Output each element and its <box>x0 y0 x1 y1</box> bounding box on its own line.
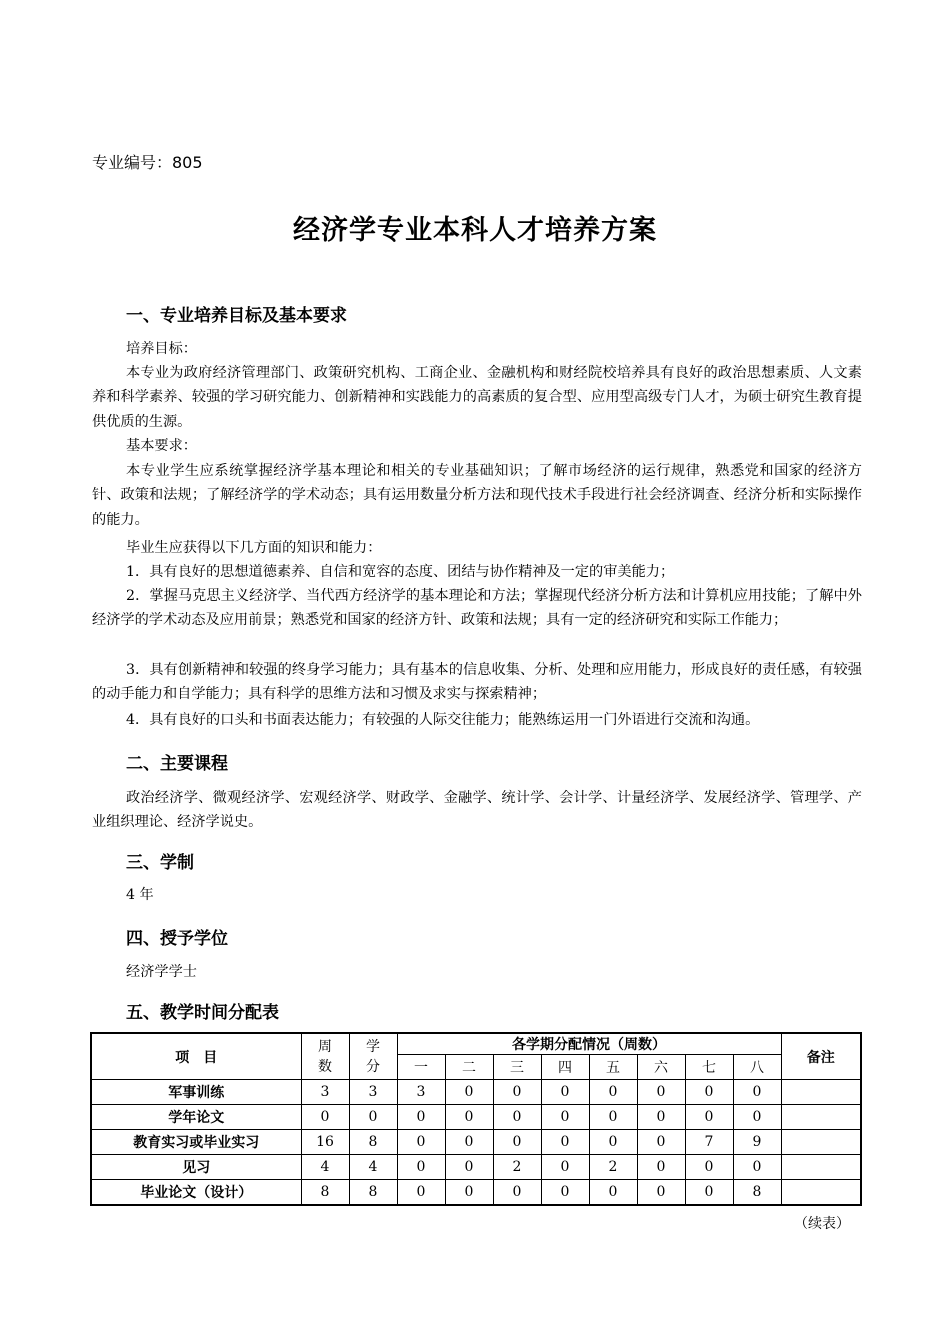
major-code: 专业编号：805 <box>92 153 203 172</box>
row-semester-7: 0 <box>685 1105 733 1130</box>
row-semester-1: 0 <box>397 1155 445 1180</box>
row-semester-4: 0 <box>541 1080 589 1105</box>
row-remark <box>781 1180 861 1206</box>
row-semester-6: 0 <box>637 1105 685 1130</box>
row-semester-3: 0 <box>493 1105 541 1130</box>
row-semester-1: 3 <box>397 1080 445 1105</box>
row-semester-6: 0 <box>637 1180 685 1206</box>
header-credits-2: 分 <box>366 1058 380 1075</box>
row-item: 教育实习或毕业实习 <box>91 1130 301 1155</box>
row-semester-8: 8 <box>733 1180 781 1206</box>
row-semester-1: 0 <box>397 1180 445 1206</box>
degree-text: 经济学学士 <box>126 964 197 980</box>
row-semester-4: 0 <box>541 1155 589 1180</box>
ability-item-2: 2．掌握马克思主义经济学、当代西方经济学的基本理论和方法；掌握现代经济分析方法和计算机应用技能；了解中外经济学的学术动态及应用前景；熟悉党和国家的经济方针、政策和法规；具有一定的经济研究和实际工作能力； <box>92 588 862 629</box>
row-item: 毕业论文（设计） <box>91 1180 301 1206</box>
section-heading-4: 四、授予学位 <box>126 929 228 949</box>
row-semester-7: 0 <box>685 1180 733 1206</box>
row-semester-2: 0 <box>445 1155 493 1180</box>
row-remark <box>781 1130 861 1155</box>
main-courses-text: 政治经济学、微观经济学、宏观经济学、财政学、金融学、统计学、会计学、计量经济学、发展经济学、管理学、产业组织理论、经济学说史。 <box>92 790 862 831</box>
header-weeks <box>301 1033 349 1080</box>
row-credits: 0 <box>349 1105 397 1130</box>
ability-label: 毕业生应获得以下几方面的知识和能力： <box>126 540 382 556</box>
table-row <box>91 1105 861 1130</box>
row-semester-6: 0 <box>637 1155 685 1180</box>
row-semester-8: 9 <box>733 1130 781 1155</box>
continued-note: （续表） <box>794 1216 850 1232</box>
row-credits: 3 <box>349 1080 397 1105</box>
row-semester-5: 0 <box>589 1130 637 1155</box>
row-weeks: 3 <box>301 1080 349 1105</box>
semester-1: 一 <box>397 1055 445 1080</box>
header-remark: 备注 <box>781 1033 861 1080</box>
row-remark <box>781 1155 861 1180</box>
header-item: 项 目 <box>91 1033 301 1080</box>
table-row <box>91 1130 861 1155</box>
semester-3: 三 <box>493 1055 541 1080</box>
ability-item-3: 3．具有创新精神和较强的终身学习能力；具有基本的信息收集、分析、处理和应用能力，形成良好的责任感，有较强的动手能力和自学能力；具有科学的思维方法和习惯及求实与探索精神； <box>92 662 862 703</box>
semester-5: 五 <box>589 1055 637 1080</box>
row-semester-2: 0 <box>445 1130 493 1155</box>
header-weeks-1: 周 <box>318 1038 332 1055</box>
ability-item-4: 4．具有良好的口头和书面表达能力；有较强的人际交往能力；能熟练运用一门外语进行交流和沟通。 <box>126 712 760 728</box>
row-item: 见习 <box>91 1155 301 1180</box>
page-title: 经济学专业本科人才培养方案 <box>293 215 657 246</box>
row-credits: 4 <box>349 1155 397 1180</box>
semester-8: 八 <box>733 1055 781 1080</box>
row-semester-7: 7 <box>685 1130 733 1155</box>
row-semester-5: 0 <box>589 1105 637 1130</box>
row-item: 军事训练 <box>91 1080 301 1105</box>
row-semester-3: 2 <box>493 1155 541 1180</box>
row-remark <box>781 1080 861 1105</box>
row-weeks: 16 <box>301 1130 349 1155</box>
row-semester-4: 0 <box>541 1130 589 1155</box>
row-semester-1: 0 <box>397 1130 445 1155</box>
row-semester-5: 0 <box>589 1180 637 1206</box>
semester-4: 四 <box>541 1055 589 1080</box>
row-semester-7: 0 <box>685 1080 733 1105</box>
row-semester-4: 0 <box>541 1105 589 1130</box>
row-item: 学年论文 <box>91 1105 301 1130</box>
table-row <box>91 1180 861 1206</box>
table-body <box>91 1080 861 1206</box>
row-semester-6: 0 <box>637 1080 685 1105</box>
goal-text: 本专业为政府经济管理部门、政策研究机构、工商企业、金融机构和财经院校培养具有良好的政治思想素质、人文素养和科学素养、较强的学习研究能力、创新精神和实践能力的高素质的复合型、应用型高级专门人才，为硕士研究生教育提供优质的生源。 <box>92 365 862 430</box>
row-semester-8: 0 <box>733 1105 781 1130</box>
header-weeks-2: 数 <box>318 1058 332 1075</box>
header-credits-1: 学 <box>366 1038 380 1055</box>
table-row <box>91 1155 861 1180</box>
row-semester-6: 0 <box>637 1130 685 1155</box>
requirement-label: 基本要求： <box>126 438 197 454</box>
row-semester-5: 2 <box>589 1155 637 1180</box>
duration-text: 4 年 <box>126 887 154 903</box>
requirement-text: 本专业学生应系统掌握经济学基本理论和相关的专业基础知识；了解市场经济的运行规律，熟悉党和国家的经济方针、政策和法规；了解经济学的学术动态；具有运用数量分析方法和现代技术手段进行社会经济调查、经济分析和实际操作的能力。 <box>92 463 862 528</box>
semester-7: 七 <box>685 1055 733 1080</box>
semester-2: 二 <box>445 1055 493 1080</box>
row-semester-3: 0 <box>493 1080 541 1105</box>
row-weeks: 0 <box>301 1105 349 1130</box>
row-semester-2: 0 <box>445 1105 493 1130</box>
ability-item-1: 1．具有良好的思想道德素养、自信和宽容的态度、团结与协作精神及一定的审美能力； <box>126 564 675 580</box>
row-remark <box>781 1105 861 1130</box>
row-semester-1: 0 <box>397 1105 445 1130</box>
row-semester-7: 0 <box>685 1155 733 1180</box>
row-semester-8: 0 <box>733 1155 781 1180</box>
row-semester-3: 0 <box>493 1130 541 1155</box>
time-allocation-table <box>90 1032 862 1206</box>
row-weeks: 4 <box>301 1155 349 1180</box>
row-semester-5: 0 <box>589 1080 637 1105</box>
section-heading-3: 三、学制 <box>126 853 194 873</box>
semester-6: 六 <box>637 1055 685 1080</box>
row-credits: 8 <box>349 1130 397 1155</box>
row-weeks: 8 <box>301 1180 349 1206</box>
row-credits: 8 <box>349 1180 397 1206</box>
row-semester-2: 0 <box>445 1080 493 1105</box>
section-heading-1: 一、专业培养目标及基本要求 <box>126 306 347 326</box>
row-semester-8: 0 <box>733 1080 781 1105</box>
row-semester-4: 0 <box>541 1180 589 1206</box>
section-heading-2: 二、主要课程 <box>126 754 228 774</box>
header-credits <box>349 1033 397 1080</box>
table-row <box>91 1080 861 1105</box>
row-semester-3: 0 <box>493 1180 541 1206</box>
goal-label: 培养目标： <box>126 341 197 357</box>
table-header-row <box>91 1033 861 1055</box>
section-heading-5: 五、教学时间分配表 <box>126 1003 279 1023</box>
row-semester-2: 0 <box>445 1180 493 1206</box>
header-semester-group: 各学期分配情况（周数） <box>397 1033 781 1055</box>
